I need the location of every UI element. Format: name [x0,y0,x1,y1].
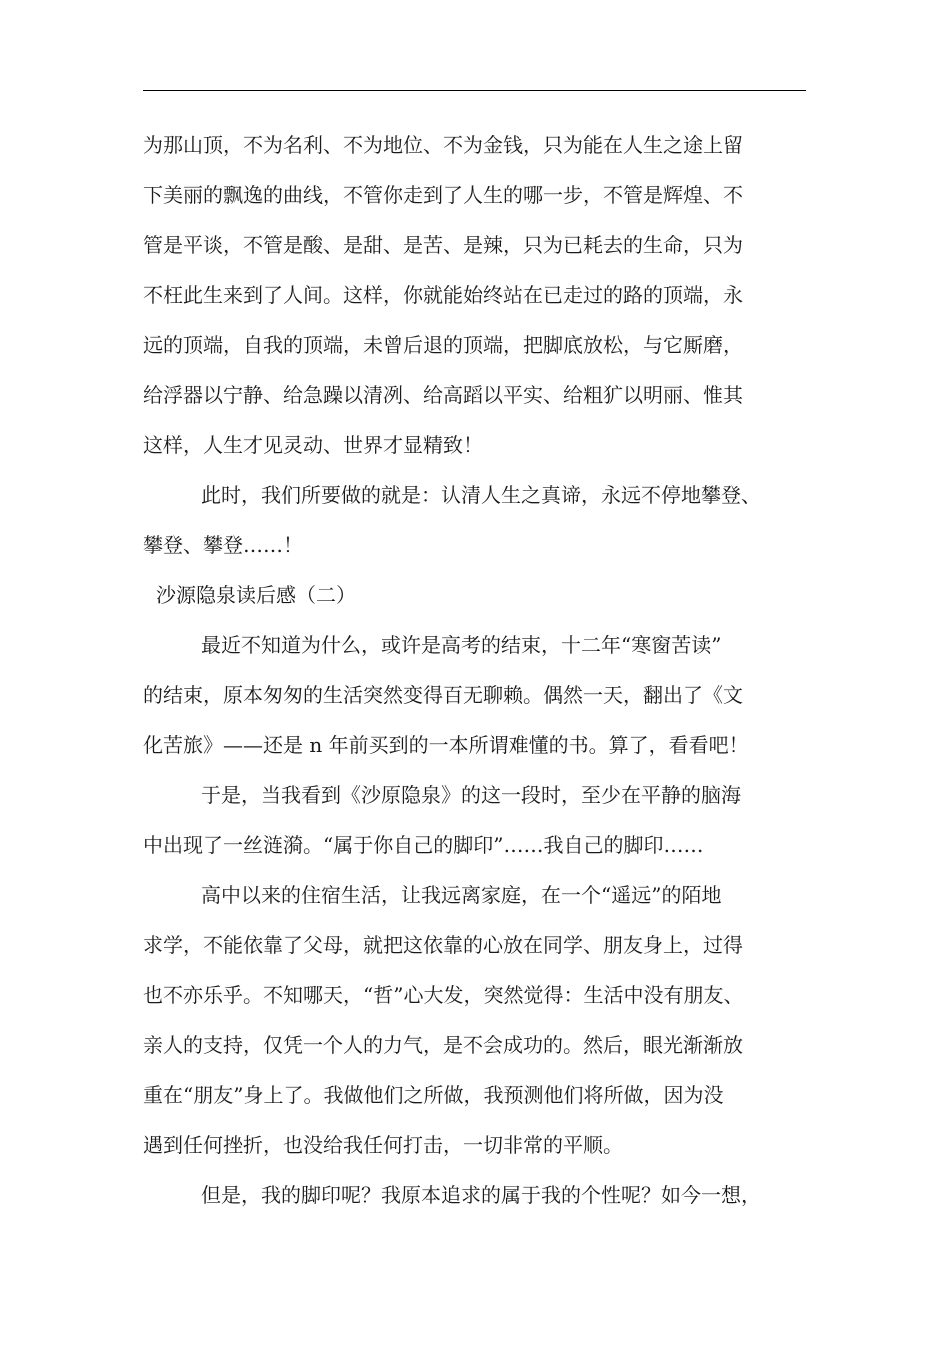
section-heading: 沙源隐泉读后感（二） [156,583,356,607]
body-line: 下美丽的飘逸的曲线，不管你走到了人生的哪一步，不管是辉煌、不 [143,183,743,207]
body-line: 亲人的支持，仅凭一个人的力气，是不会成功的。然后，眼光渐渐放 [143,1033,743,1057]
paragraph-first-line: 此时，我们所要做的就是：认清人生之真谛，永远不停地攀登、 [201,483,761,507]
body-line: 远的顶端，自我的顶端，未曾后退的顶端，把脚底放松，与它厮磨， [143,333,743,357]
body-line: 不枉此生来到了人间。这样，你就能始终站在已走过的路的顶端，永 [143,283,743,307]
paragraph-first-line: 最近不知道为什么，或许是高考的结束，十二年“寒窗苦读” [201,633,722,657]
body-line: 化苦旅》——还是 n 年前买到的一本所谓难懂的书。算了，看看吧！ [143,733,749,757]
paragraph-first-line: 但是，我的脚印呢？我原本追求的属于我的个性呢？如今一想， [201,1183,761,1207]
body-line: 管是平谈，不管是酸、是甜、是苦、是辣，只为已耗去的生命，只为 [143,233,743,257]
body-line: 中出现了一丝涟漪。“属于你自己的脚印”……我自己的脚印…… [143,833,704,857]
body-line: 这样，人生才见灵动、世界才显精致！ [143,433,483,457]
body-line: 遇到任何挫折，也没给我任何打击，一切非常的平顺。 [143,1133,623,1157]
paragraph-first-line: 高中以来的住宿生活，让我远离家庭，在一个“遥远”的陌地 [201,883,722,907]
paragraph-first-line: 于是，当我看到《沙原隐泉》的这一段时，至少在平静的脑海 [201,783,741,807]
body-line: 重在“朋友”身上了。我做他们之所做，我预测他们将所做，因为没 [143,1083,724,1107]
body-line: 也不亦乐乎。不知哪天，“哲”心大发，突然觉得：生活中没有朋友、 [143,983,744,1007]
body-line: 求学，不能依靠了父母，就把这依靠的心放在同学、朋友身上，过得 [143,933,743,957]
header-rule [143,90,806,91]
body-line: 的结束，原本匆匆的生活突然变得百无聊赖。偶然一天，翻出了《文 [143,683,743,707]
body-line: 攀登、攀登……！ [143,533,303,557]
body-line: 为那山顶，不为名利、不为地位、不为金钱，只为能在人生之途上留 [143,133,743,157]
body-line: 给浮器以宁静、给急躁以清冽、给高蹈以平实、给粗犷以明丽、惟其 [143,383,743,407]
